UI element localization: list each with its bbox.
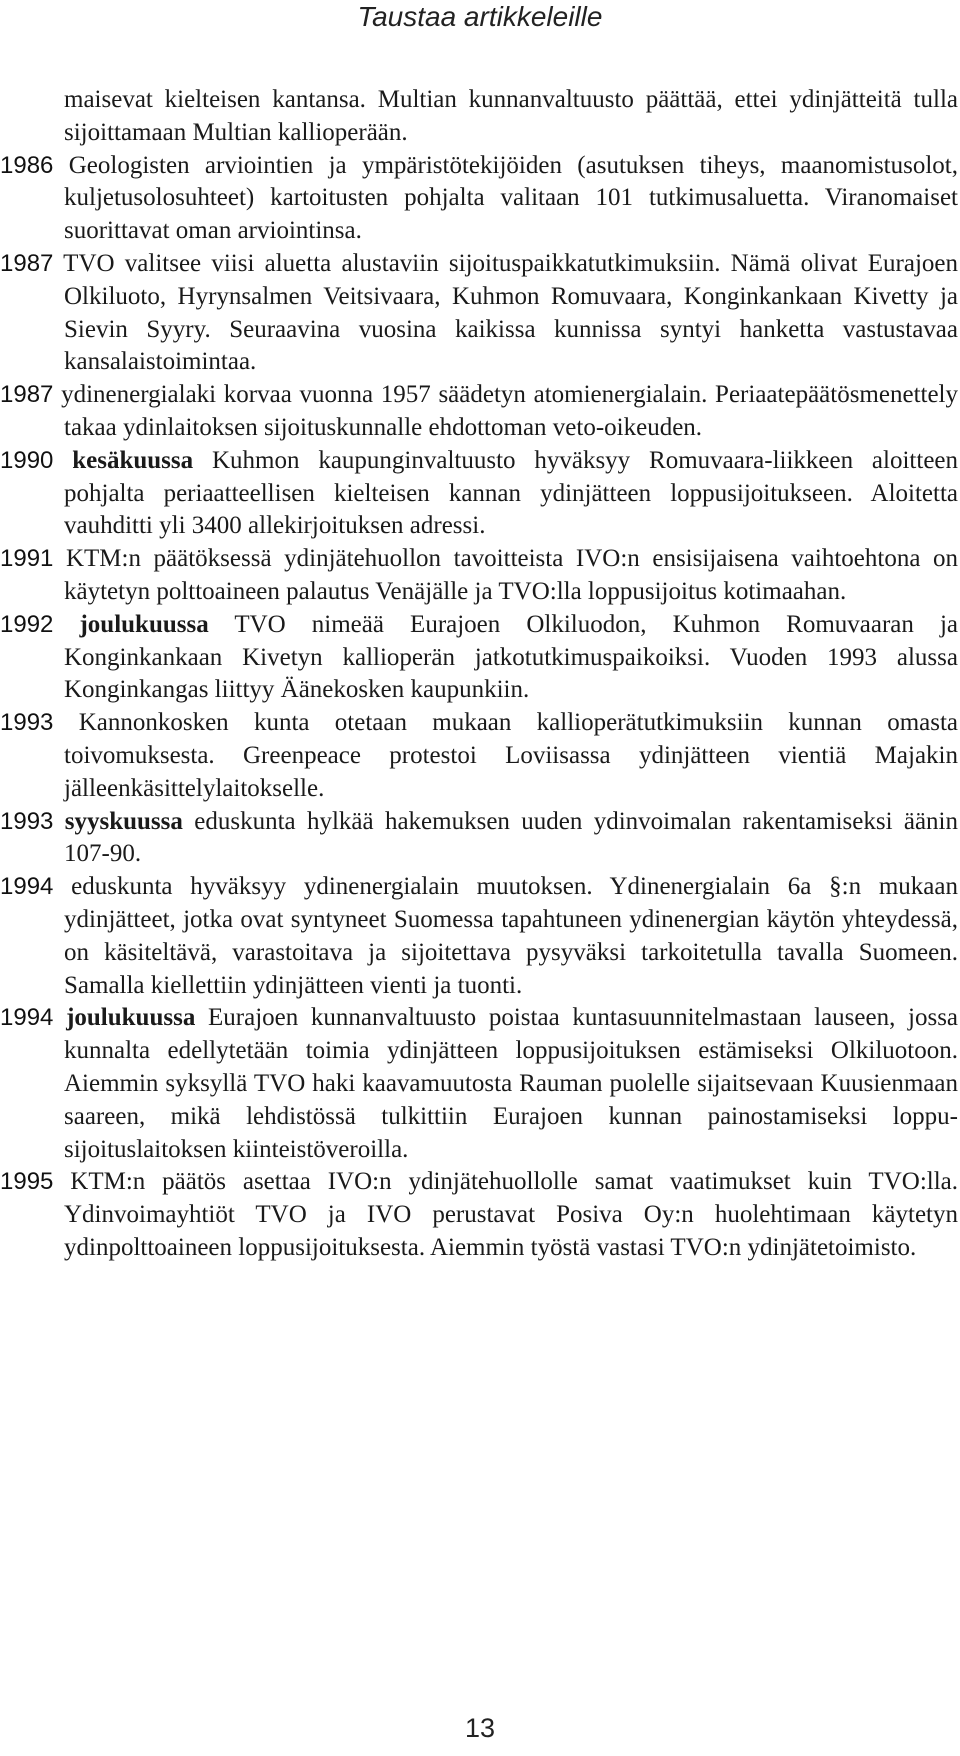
entry-year: 1987	[0, 381, 54, 409]
timeline-entry	[0, 248, 958, 379]
timeline-entry	[0, 379, 958, 445]
timeline-entry	[0, 1166, 958, 1264]
timeline-entry	[0, 806, 958, 872]
page-number: 13	[464, 1713, 496, 1743]
entry-text: ydinenergialaki korvaa vuonna 1957 säädetyn atomienergialain. Periaatepäätösmenettely takaa ydinlaitoksen sijoituskunnalle ehdottoman veto-oikeuden.	[61, 381, 959, 441]
entry-year: 1986	[0, 151, 54, 179]
entry-text: Kuhmon kaupunginvaltuusto hyväksyy Romuvaara-liikkeen aloitteen pohjalta periaatteellisen kielteisen kannan ydinjätteen loppusijoitukseen. Aloitetta vauhditti yli 3400 allekirjoituksen adressi.	[64, 446, 959, 540]
entry-text: Kannonkosken kunta otetaan mukaan kallioperätutkimuksiin kunnan omasta toivomuksesta. Greenpeace protestoi Loviisassa ydinjätteen vientiä Majakin jälleenkäsittelylaitokselle.	[64, 709, 959, 802]
entry-year: 1987	[0, 249, 54, 277]
timeline-content	[0, 84, 958, 1265]
timeline-entry	[0, 609, 958, 707]
entry-text: KTM:n päätöksessä ydinjätehuollon tavoitteista IVO:n ensisijaisena vaihtoehtona on käytetyn polttoaineen palautus Venäjälle ja TVO:lla loppusijoitus kotimaahan.	[64, 545, 958, 605]
entry-year: 1994	[0, 873, 54, 901]
entry-text: eduskunta hylkää hakemuksen uuden ydinvoimalan rakentamiseksi äänin 107-90.	[64, 807, 959, 868]
entry-month: joulukuussa	[66, 1004, 196, 1032]
timeline-entry	[0, 445, 958, 543]
timeline-entry	[0, 150, 958, 248]
entry-text: eduskunta hyväksyy ydinenergialain muutoksen. Ydinenergialain 6a §:n mukaan ydinjätteet, jotka ovat syntyneet Suomessa tapahtuneen ydinenergian käytön yhteydessä, on käsiteltävä, varastoitava ja sijoitettava pysyväksi tarkoitetulla tavalla Suomeen. Samalla kiellettiin ydinjätteen vienti ja tuonti.	[64, 873, 958, 999]
entry-month: kesäkuussa	[72, 446, 194, 474]
entry-year: 1992	[0, 610, 54, 638]
entry-year: 1990	[0, 446, 54, 474]
entry-text: TVO valitsee viisi aluetta alustaviin sijoituspaikkatutkimuksiin. Nämä olivat Eurajoen Olkiluoto, Hyrynsalmen Veitsivaara, Kuhmon Romuvaara, Konginkankaan Kivetty ja Sievin Syyry. Seuraavina vuosina kaikissa kunnissa syntyi hanketta vastustavaa kansalaistoimintaa.	[63, 249, 958, 376]
entry-year: 1991	[0, 545, 54, 573]
timeline-entry	[0, 707, 958, 805]
timeline-entries	[0, 150, 958, 1265]
entry-year: 1995	[0, 1168, 54, 1196]
timeline-entry	[0, 871, 958, 1002]
entry-month: syyskuussa	[64, 807, 183, 835]
intro-paragraph: maisevat kielteisen kantansa. Multian kunnanvaltuusto päättää, ettei ydinjätteitä tulla sijoittamaan Multian kallioperään.	[64, 86, 958, 146]
entry-year: 1993	[0, 807, 54, 835]
entry-text: Geologisten arviointien ja ympäristötekijöiden (asutuksen tiheys, maanomistusolot, kuljetusolosuhteet) kartoitusten pohjalta valitaan 101 tutkimusaluetta. Viranomaiset suorittavat oman arviointinsa.	[64, 151, 958, 245]
entry-month: joulukuussa	[79, 610, 209, 638]
timeline-entry	[0, 543, 958, 609]
entry-year: 1993	[0, 709, 54, 737]
entry-text: Eurajoen kunnanvaltuusto poistaa kuntasuunnitelmastaan lauseen, jossa kunnalta edellytetään toimia ydinjätteen loppusijoituksen estämiseksi Olkiluotoon. Aiemmin syksyllä TVO haki kaavamuutosta Rauman puolelle sijaitsevaan Kuusienmaan saareen, mikä lehdistössä tulkittiin Eurajoen kunnan painostamiseksi loppusijoituslaitoksen kiinteistöveroilla.	[64, 1004, 959, 1163]
entry-text: TVO nimeää Eurajoen Olkiluodon, Kuhmon Romuvaaran ja Konginkankaan Kivetyn kallioperän jatkotutkimuspaikoiksi. Vuoden 1993 alussa Konginkangas liittyy Äänekosken kaupunkiin.	[64, 610, 958, 704]
entry-text: KTM:n päätös asettaa IVO:n ydinjätehuollolle samat vaatimukset kuin TVO:lla. Ydinvoimayhtiöt TVO ja IVO perustavat Posiva Oy:n huolehtimaan käytetyn ydinpolttoaineen loppusijoituksesta. Aiemmin työstä vastasi TVO:n ydinjätetoimisto.	[64, 1168, 959, 1261]
running-header: Taustaa artikkeleille	[357, 1, 603, 32]
timeline-entry	[0, 1002, 958, 1166]
entry-year: 1994	[0, 1004, 54, 1032]
